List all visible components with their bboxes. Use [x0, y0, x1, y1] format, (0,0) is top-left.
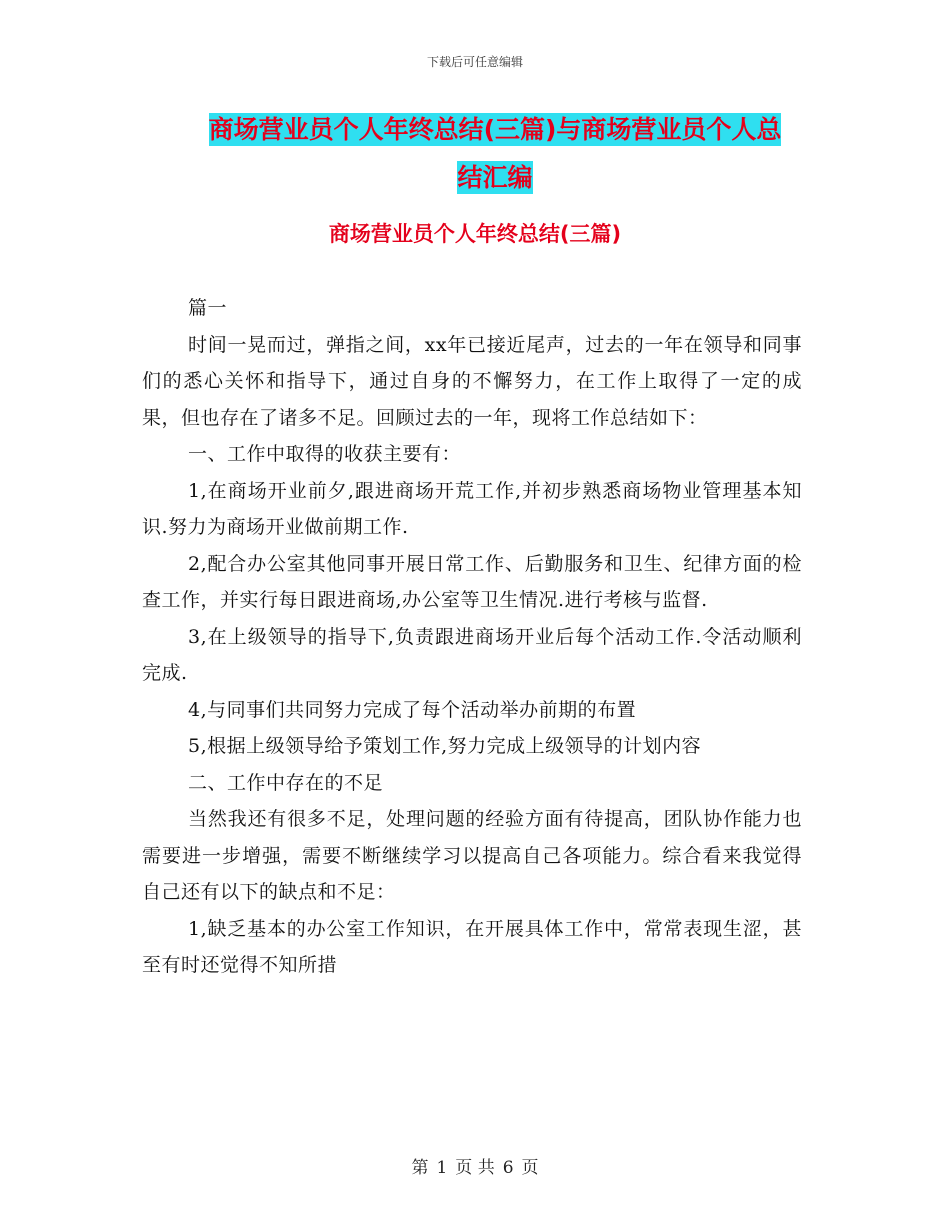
page-footer	[0, 1153, 950, 1178]
document-title	[140, 106, 850, 202]
section-title: 商场营业员个人年终总结(三篇)	[328, 222, 622, 246]
paragraph: 篇一	[188, 297, 228, 319]
document-title-line2: 结汇编	[457, 163, 533, 192]
paragraph: 1,缺乏基本的办公室工作知识，在开展具体工作中，常常表现生涩，甚至有时还觉得不知所措	[142, 917, 802, 976]
paragraph: 二、工作中存在的不足	[188, 771, 384, 794]
paragraph: 当然我还有很多不足，处理问题的经验方面有待提高，团队协作能力也需要进一步增强，需要不断继续学习以提高自己各项能力。综合看来我觉得自己还有以下的缺点和不足：	[142, 808, 802, 903]
paragraph: 2,配合办公室其他同事开展日常工作、后勤服务和卫生、纪律方面的检查工作，并实行每日跟进商场,办公室等卫生情况.进行考核与监督.	[142, 552, 802, 611]
footer-suffix: 页	[521, 1158, 539, 1178]
footer-prefix: 第	[411, 1158, 429, 1178]
page-number: 1	[436, 1158, 448, 1178]
paragraph: 一、工作中取得的收获主要有：	[188, 443, 462, 465]
paragraph: 时间一晃而过，弹指之间，xx年已接近尾声，过去的一年在领导和同事们的悉心关怀和指导下，通过自身的不懈努力，在工作上取得了一定的成果，但也存在了诸多不足。回顾过去的一年，现将工作总结如下：	[142, 333, 802, 429]
document-title-line1: 商场营业员个人年终总结(三篇)与商场营业员个人总	[208, 115, 782, 144]
paragraph: 3,在上级领导的指导下,负责跟进商场开业后每个活动工作.令活动顺利完成.	[142, 625, 802, 684]
paragraph: 4,与同事们共同努力完成了每个活动举办前期的布置	[188, 698, 637, 721]
page-total: 6	[502, 1158, 514, 1178]
body-text	[142, 290, 802, 984]
header-note: 下载后可任意编辑	[426, 55, 523, 69]
paragraph: 1,在商场开业前夕,跟进商场开荒工作,并初步熟悉商场物业管理基本知识.努力为商场开业做前期工作.	[142, 479, 802, 538]
paragraph: 5,根据上级领导给予策划工作,努力完成上级领导的计划内容	[188, 735, 702, 757]
footer-middle: 页 共	[455, 1158, 495, 1178]
